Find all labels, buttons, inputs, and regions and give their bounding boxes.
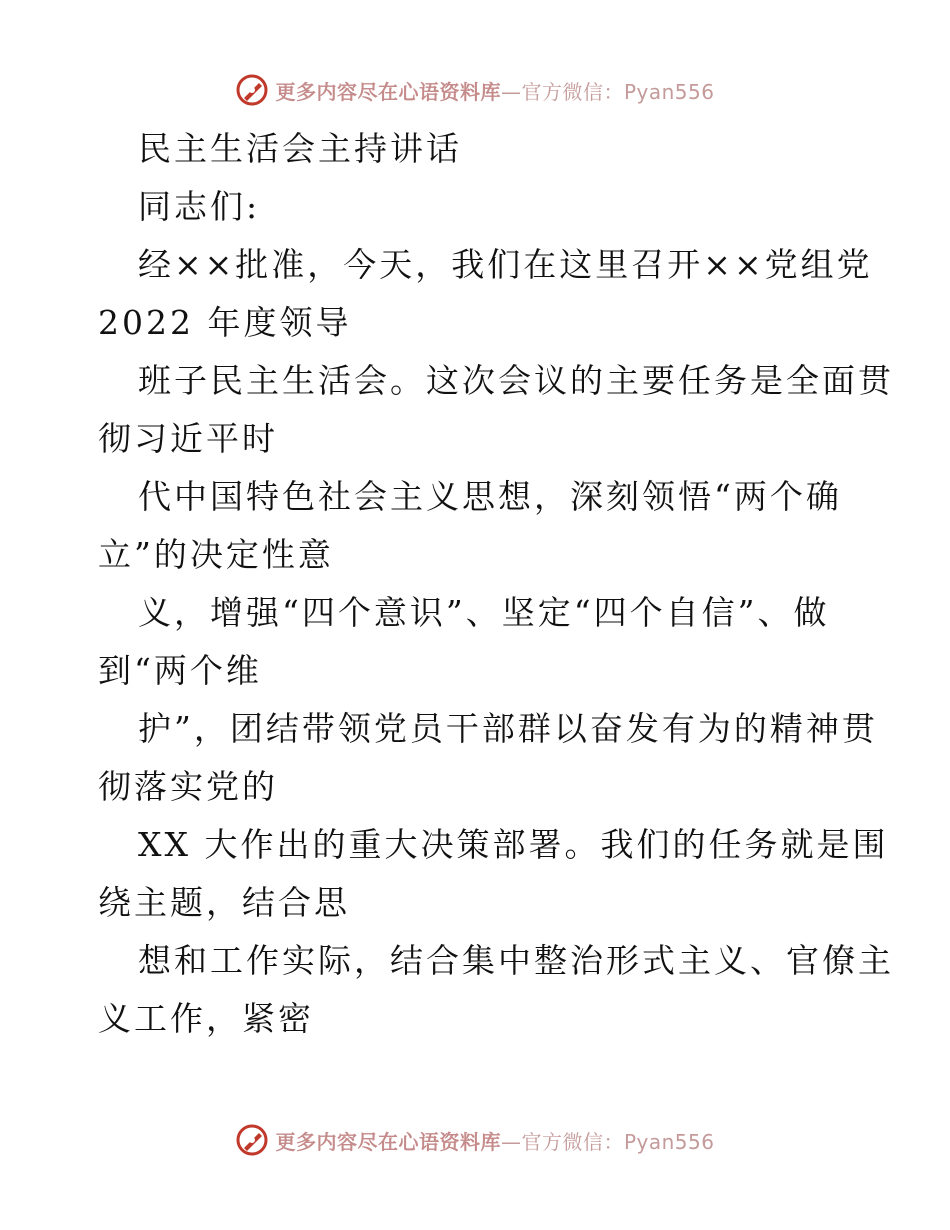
footer-watermark [0,1120,950,1160]
text-line: 彻落实党的 [98,767,278,806]
text-line: 护”，团结带领党员干部群以奋发有为的精神贯 [138,709,878,748]
watermark-text: 更多内容尽在心语资料库—官方微信：Pyan556 [275,1129,715,1154]
watermark-text: 更多内容尽在心语资料库—官方微信：Pyan556 [275,79,715,104]
text-line: 经××批准，今天，我们在这里召开××党组党 [138,245,873,284]
pen-logo-icon [235,1123,269,1157]
text-line: 代中国特色社会主义思想，深刻领悟“两个确 [138,477,842,516]
document-body [98,120,894,1048]
text-line: 彻习近平时 [98,419,278,458]
header-watermark [0,70,950,110]
text-line: 绕主题，结合思 [98,883,350,922]
text-line: 同志们: [138,187,261,226]
text-line: 义，增强“四个意识”、坚定“四个自信”、做 [138,593,830,632]
text-line: 想和工作实际，结合集中整治形式主义、官僚主 [138,941,894,980]
text-line: 2022 年度领导 [98,303,352,342]
text-line: 立”的决定性意 [98,535,334,574]
document-title: 民主生活会主持讲话 [138,129,462,168]
pen-logo-icon [235,73,269,107]
text-line: 班子民主生活会。这次会议的主要任务是全面贯 [138,361,894,400]
text-line: 义工作，紧密 [98,999,314,1038]
text-line: XX 大作出的重大决策部署。我们的任务就是围 [138,825,889,864]
text-line: 到“两个维 [98,651,262,690]
